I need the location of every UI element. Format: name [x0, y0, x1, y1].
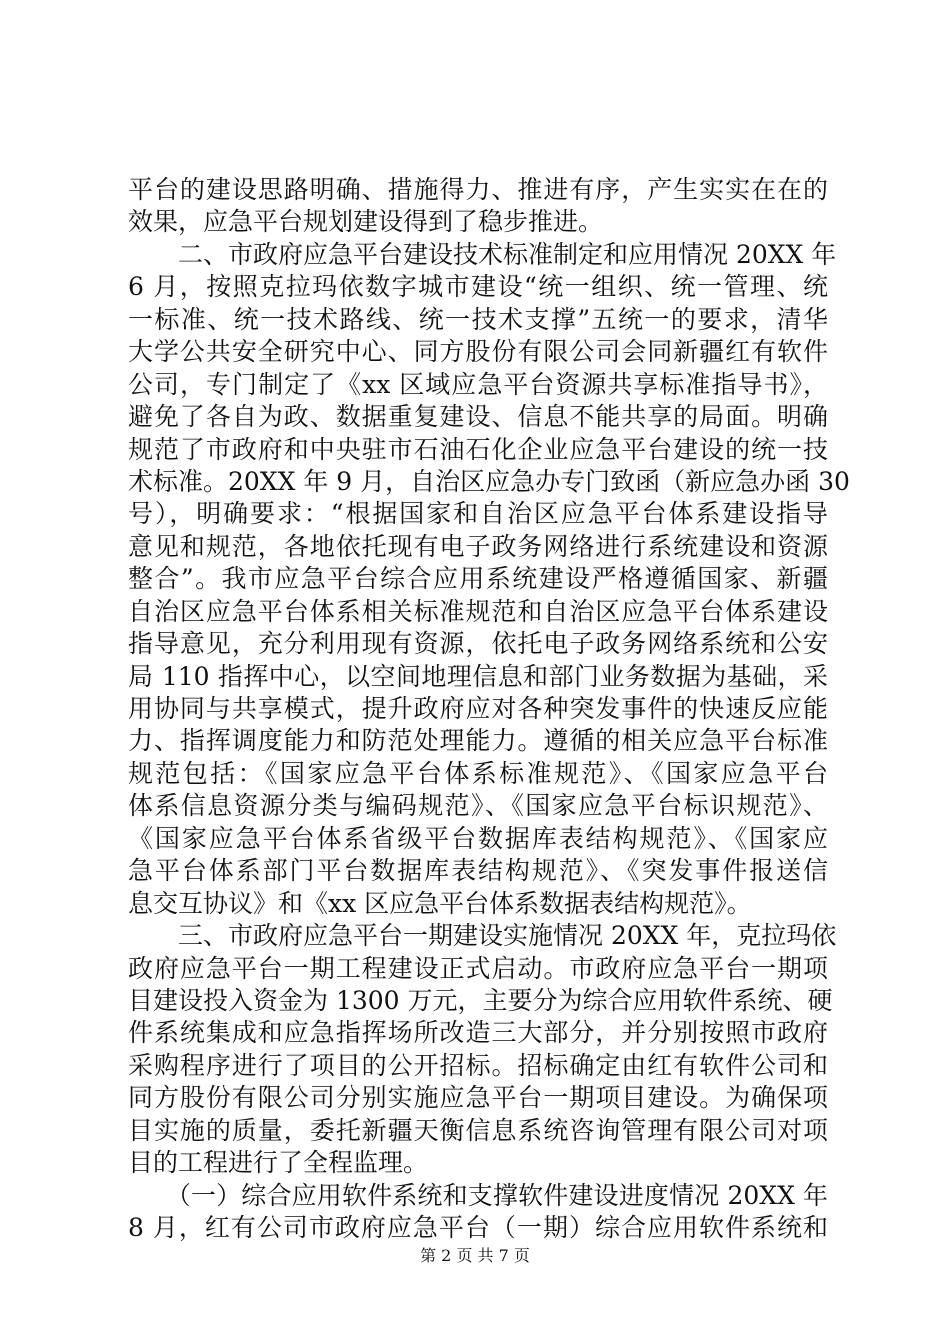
text-line: 目建设投入资金为 1300 万元，主要分为综合应用软件系统、硬	[128, 985, 833, 1015]
page-footer: 第 2 页 共 7 页	[420, 1246, 530, 1265]
text-line: 公司，专门制定了《xx 区域应急平台资源共享标准指导书》，	[128, 369, 828, 399]
text-line: 二、市政府应急平台建设技术标准制定和应用情况 20XX 年	[128, 239, 837, 269]
text-line: 目实施的质量，委托新疆天衡信息系统咨询管理有限公司对项	[128, 1115, 828, 1145]
text-line: 三、市政府应急平台一期建设实施情况 20XX 年，克拉玛依	[128, 921, 837, 951]
text-line: 术标准。20XX 年 9 月，自治区应急办专门致函（新应急办函 30	[128, 466, 850, 496]
text-line: 平台的建设思路明确、措施得力、推进有序，产生实实在在的	[128, 175, 828, 204]
text-line: 自治区应急平台体系相关标准规范和自治区应急平台体系建设	[128, 596, 828, 626]
text-line: 8 月，红有公司市政府应急平台（一期）综合应用软件系统和	[128, 1213, 828, 1242]
text-line: 《国家应急平台体系省级平台数据库表结构规范》、《国家应	[128, 823, 828, 853]
text-line: 力、指挥调度能力和防范处理能力。遵循的相关应急平台标准	[128, 726, 828, 756]
text-line: 大学公共安全研究中心、同方股份有限公司会同新疆红有软件	[128, 337, 828, 367]
text-line: 采购程序进行了项目的公开招标。招标确定由红有软件公司和	[128, 1050, 828, 1080]
text-line: 号），明确要求：“根据国家和自治区应急平台体系建设指导	[128, 499, 828, 529]
text-line: 避免了各自为政、数据重复建设、信息不能共享的局面。明确	[128, 402, 828, 432]
document-body	[128, 174, 850, 1244]
text-line: 效果，应急平台规划建设得到了稳步推进。	[128, 207, 604, 237]
text-line: 用协同与共享模式，提升政府应对各种突发事件的快速反应能	[128, 694, 828, 723]
text-line: 6 月，按照克拉玛依数字城市建设“统一组织、统一管理、统	[128, 272, 828, 302]
text-line: 意见和规范，各地依托现有电子政务网络进行系统建设和资源	[128, 531, 828, 561]
text-line: 息交互协议》和《xx 区应急平台体系数据表结构规范》。	[128, 888, 752, 918]
text-line: 规范了市政府和中央驻市石油石化企业应急平台建设的统一技	[128, 434, 828, 464]
text-line: 局 110 指挥中心，以空间地理信息和部门业务数据为基础，采	[128, 661, 828, 691]
text-line: 目的工程进行了全程监理。	[128, 1148, 429, 1178]
text-line: （一）综合应用软件系统和支撑软件建设进度情况 20XX 年	[128, 1180, 828, 1210]
text-line: 政府应急平台一期工程建设正式启动。市政府应急平台一期项	[128, 953, 828, 983]
text-line: 一标准、统一技术路线、统一技术支撑”五统一的要求，清华	[128, 304, 828, 334]
text-line: 体系信息资源分类与编码规范》、《国家应急平台标识规范》、	[128, 791, 828, 821]
text-line: 急平台体系部门平台数据库表结构规范》、《突发事件报送信	[128, 856, 828, 886]
text-line: 指导意见，充分利用现有资源，依托电子政务网络系统和公安	[128, 629, 828, 659]
text-line: 件系统集成和应急指挥场所改造三大部分，并分别按照市政府	[128, 1018, 828, 1048]
text-line: 同方股份有限公司分别实施应急平台一期项目建设。为确保项	[128, 1083, 828, 1113]
text-line: 规范包括：《国家应急平台体系标准规范》、《国家应急平台	[128, 758, 828, 788]
text-line: 整合”。我市应急平台综合应用系统建设严格遵循国家、新疆	[128, 564, 828, 594]
